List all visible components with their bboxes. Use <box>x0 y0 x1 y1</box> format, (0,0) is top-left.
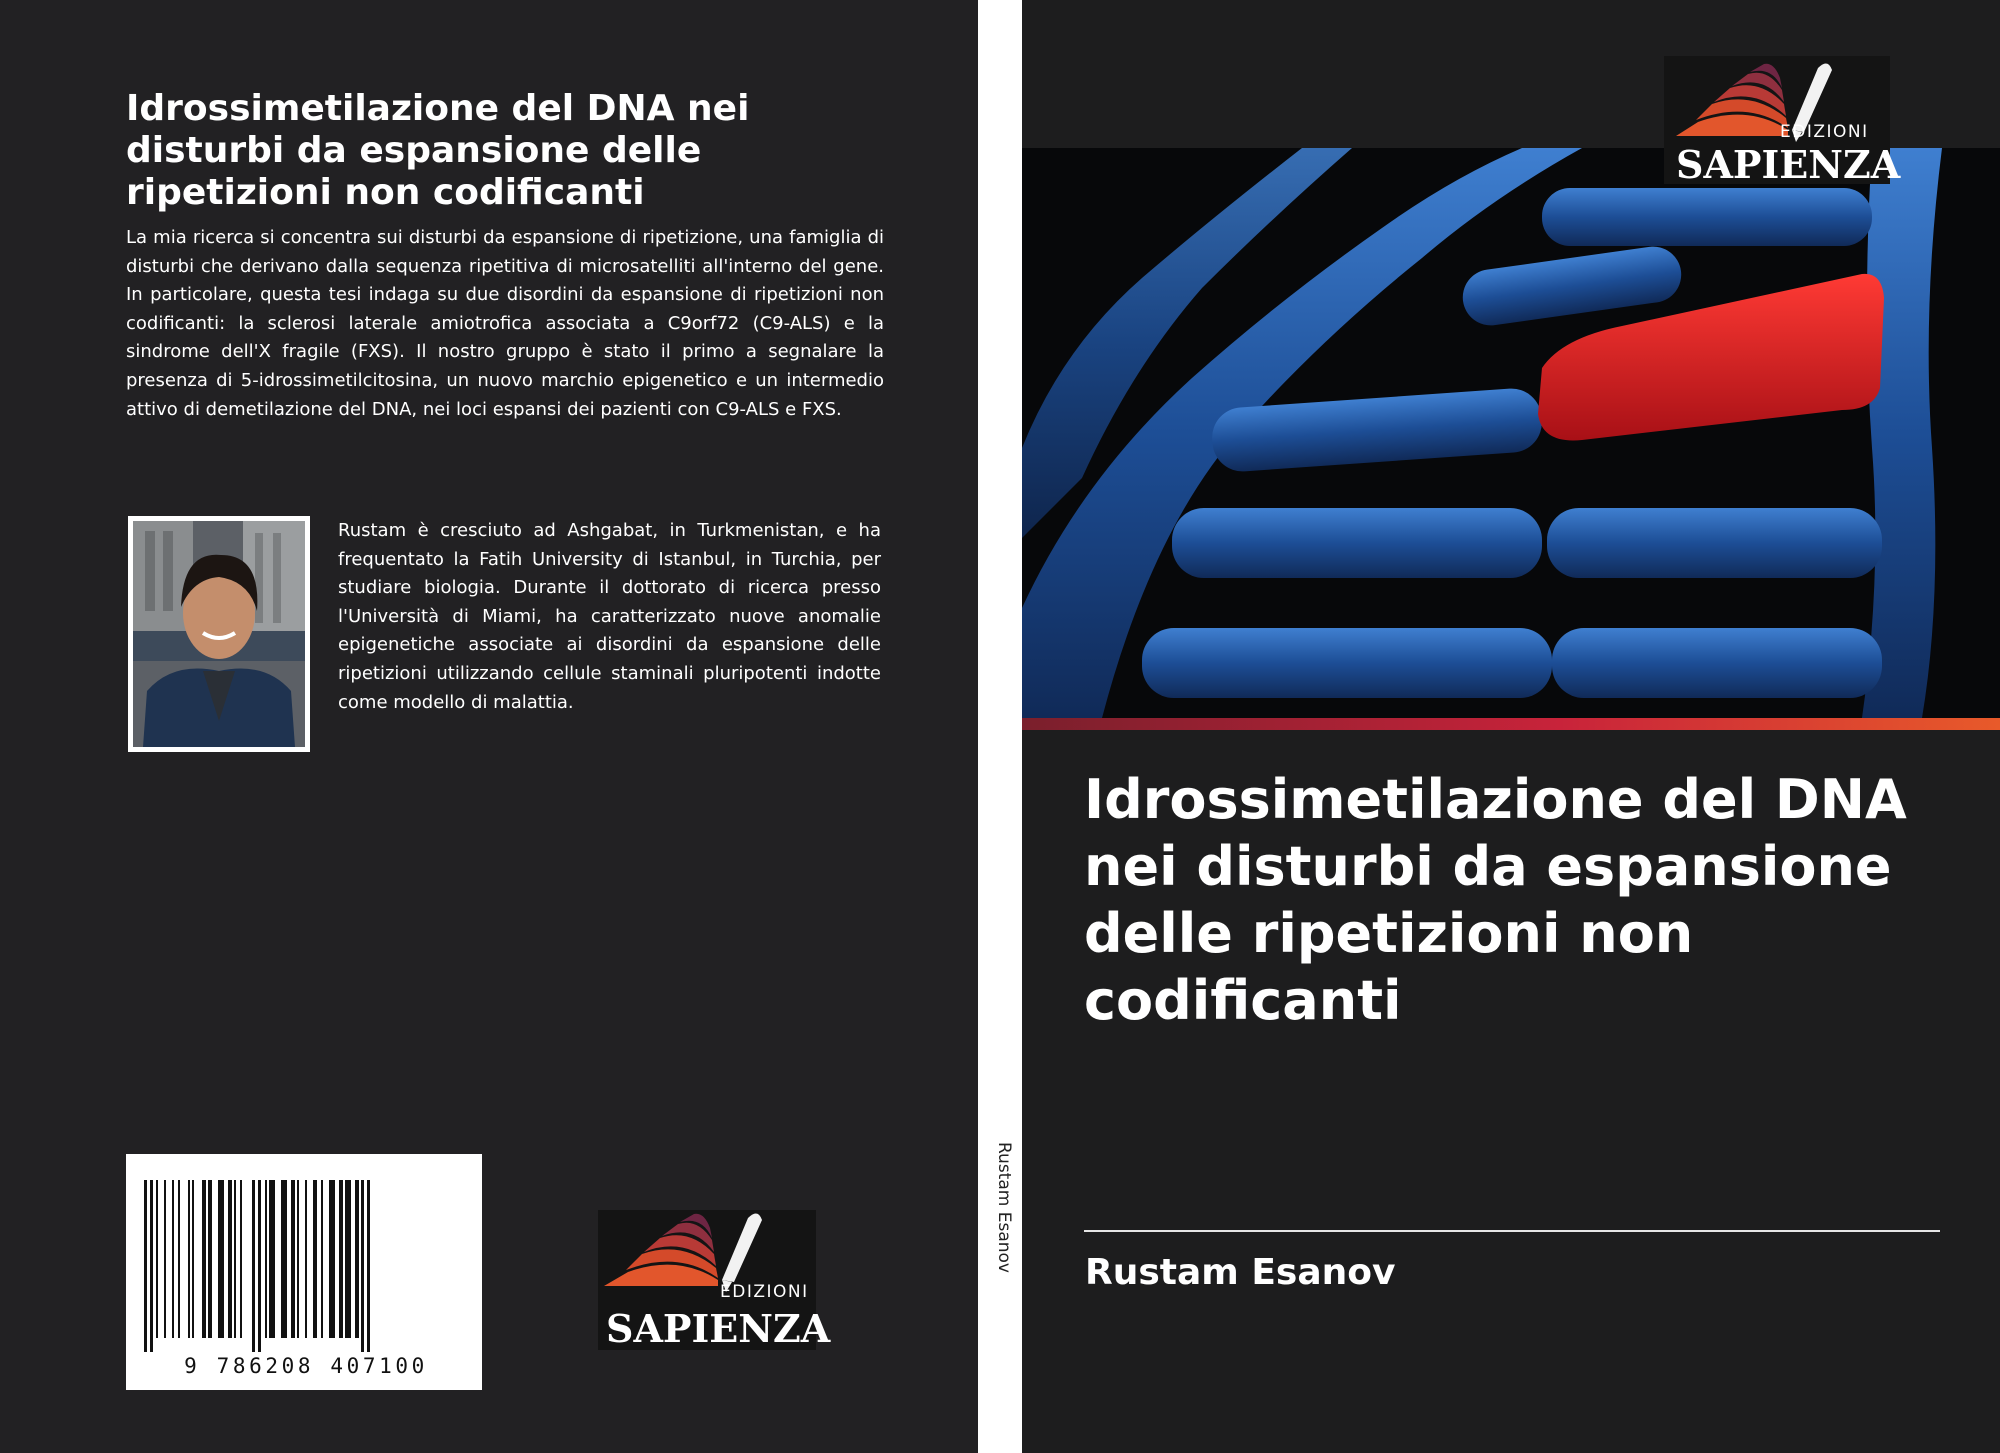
barcode-bar <box>265 1180 267 1338</box>
barcode-bar <box>329 1180 335 1338</box>
publisher-name: SAPIENZA <box>1676 142 1901 187</box>
isbn-barcode <box>126 1154 482 1390</box>
publisher-logo-back <box>598 1210 831 1351</box>
back-cover-description: La mia ricerca si concentra sui disturbi da espansione di ripetizione, una famiglia di disturbi che derivano dalla sequenza ripetitiva di microsatelliti all'interno del gene. In particolare, questa tesi indaga su due disordini da espansione di ripetizioni non codificanti: la sclerosi laterale amiotrofica associata a C9orf72 (C9-ALS) e la sindrome dell'X fragile (FXS). Il nostro gruppo è stato il primo a segnalare la presenza di 5-idrossimetilcitosina, un nuovo marchio epigenetico e un intermedio attivo di demetilazione del DNA, nei loci espansi dei pazienti con C9-ALS e FXS. <box>126 227 884 420</box>
barcode-bar <box>321 1180 323 1338</box>
barcode-bar <box>178 1180 180 1338</box>
barcode-bar <box>269 1180 275 1338</box>
publisher-name: SAPIENZA <box>606 1306 831 1351</box>
accent-stripe <box>1022 718 2000 730</box>
barcode-bar <box>313 1180 317 1338</box>
barcode-bar <box>208 1180 212 1338</box>
barcode-bar <box>150 1180 153 1352</box>
barcode-bar <box>202 1180 206 1338</box>
quill-pen-icon <box>722 1213 762 1292</box>
barcode-bar <box>281 1180 287 1338</box>
barcode-bar <box>234 1180 236 1338</box>
barcode-digits: 9 786208 407100 <box>184 1354 428 1378</box>
barcode-bar <box>258 1180 261 1352</box>
barcode-bar <box>345 1180 351 1338</box>
barcode-bar <box>339 1180 343 1338</box>
publisher-imprint: EDIZIONI <box>1780 122 1869 142</box>
chromosome-illustration <box>1022 148 2000 718</box>
barcode-bar <box>218 1180 224 1338</box>
barcode-bar <box>355 1180 359 1338</box>
front-cover-title: Idrossimetilazione del DNA nei disturbi da espansione delle ripetizioni non codificanti <box>1084 768 1907 1032</box>
barcode-bar <box>361 1180 364 1352</box>
barcode-bar <box>297 1180 299 1338</box>
barcode-bar <box>144 1180 147 1352</box>
author-photo <box>128 516 310 752</box>
barcode-bar <box>228 1180 232 1338</box>
barcode-bar <box>172 1180 174 1338</box>
publisher-imprint: EDIZIONI <box>720 1282 809 1302</box>
barcode-bars <box>144 1180 464 1352</box>
barcode-bar <box>188 1180 190 1338</box>
barcode-bar <box>164 1180 166 1338</box>
spine-author: Rustam Esanov <box>994 1142 1014 1273</box>
front-cover-author: Rustam Esanov <box>1085 1252 1396 1293</box>
barcode-bar <box>367 1180 370 1352</box>
author-biography: Rustam è cresciuto ad Ashgabat, in Turkmenistan, e ha frequentato la Fatih University di Istanbul, in Turchia, per studiare biologia. Durante il dottorato di ricerca presso l'Università di Miami, ha caratterizzato nuove anomalie epigenetiche associate ai disordini da espansione delle ripetizioni utilizzando cellule staminali pluripotenti indotte come modello di malattia. <box>338 520 881 713</box>
barcode-bar <box>156 1180 158 1338</box>
title-divider <box>1084 1230 1940 1232</box>
back-cover-title: Idrossimetilazione del DNA nei disturbi da espansione delle ripetizioni non codificanti <box>126 88 750 213</box>
barcode-bar <box>240 1180 242 1338</box>
author-portrait-image <box>133 521 305 747</box>
barcode-bar <box>305 1180 307 1338</box>
barcode-bar <box>192 1180 194 1338</box>
publisher-logo-front <box>1664 56 1901 187</box>
barcode-bar <box>291 1180 295 1338</box>
barcode-bar <box>252 1180 255 1352</box>
